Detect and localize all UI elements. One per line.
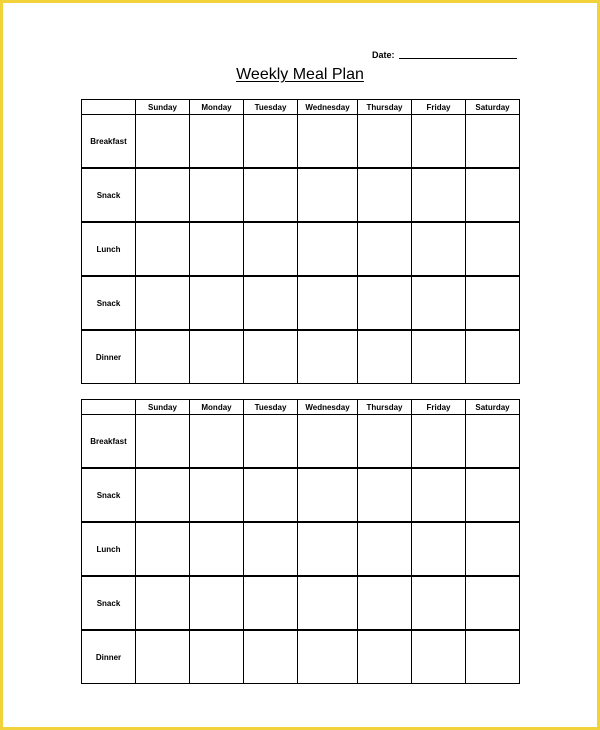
meal-label: Lunch [82,522,136,576]
meal-cell[interactable] [136,115,190,169]
meal-cell[interactable] [298,468,358,522]
day-header: Tuesday [244,100,298,115]
meal-cell[interactable] [466,222,520,276]
meal-cell[interactable] [412,576,466,630]
meal-cell[interactable] [190,576,244,630]
meal-cell[interactable] [358,115,412,169]
meal-cell[interactable] [412,222,466,276]
day-header: Thursday [358,100,412,115]
page-title-text: Weekly Meal Plan [236,66,364,83]
meal-cell[interactable] [412,168,466,222]
meal-cell[interactable] [466,276,520,330]
corner-cell [82,400,136,415]
table-header-row [82,400,520,415]
meal-cell[interactable] [190,468,244,522]
meal-cell[interactable] [298,115,358,169]
meal-cell[interactable] [298,276,358,330]
meal-cell[interactable] [358,330,412,384]
day-header: Wednesday [298,100,358,115]
meal-label: Snack [82,576,136,630]
table-header-row [82,100,520,115]
day-header: Monday [190,100,244,115]
date-blank-line [399,50,517,59]
meal-cell[interactable] [298,330,358,384]
meal-label: Dinner [82,330,136,384]
table-row [82,276,520,330]
date-label: Date: [372,50,395,60]
meal-cell[interactable] [298,522,358,576]
meal-cell[interactable] [358,522,412,576]
meal-label: Breakfast [82,115,136,169]
meal-label: Breakfast [82,415,136,469]
meal-cell[interactable] [298,222,358,276]
meal-cell[interactable] [136,468,190,522]
meal-cell[interactable] [298,630,358,684]
meal-cell[interactable] [136,222,190,276]
meal-cell[interactable] [412,630,466,684]
meal-cell[interactable] [298,168,358,222]
day-header: Saturday [466,100,520,115]
meal-cell[interactable] [358,222,412,276]
meal-plan-table-week-2 [81,399,520,684]
meal-cell[interactable] [244,468,298,522]
table-row [82,330,520,384]
meal-cell[interactable] [466,168,520,222]
page-title [0,66,600,84]
table-row [82,415,520,469]
meal-cell[interactable] [358,576,412,630]
meal-cell[interactable] [136,522,190,576]
meal-cell[interactable] [190,168,244,222]
meal-cell[interactable] [358,630,412,684]
meal-cell[interactable] [412,115,466,169]
meal-cell[interactable] [466,415,520,469]
meal-cell[interactable] [136,415,190,469]
table-row [82,115,520,169]
table-row [82,630,520,684]
meal-cell[interactable] [412,276,466,330]
corner-cell [82,100,136,115]
meal-cell[interactable] [136,168,190,222]
table-row [82,168,520,222]
meal-cell[interactable] [136,330,190,384]
meal-label: Snack [82,276,136,330]
day-header: Sunday [136,100,190,115]
meal-cell[interactable] [136,276,190,330]
meal-cell[interactable] [190,222,244,276]
meal-cell[interactable] [298,415,358,469]
meal-cell[interactable] [244,576,298,630]
meal-cell[interactable] [412,415,466,469]
meal-cell[interactable] [244,415,298,469]
meal-cell[interactable] [136,630,190,684]
meal-cell[interactable] [466,468,520,522]
day-header: Friday [412,100,466,115]
meal-cell[interactable] [412,330,466,384]
meal-cell[interactable] [190,330,244,384]
day-header: Tuesday [244,400,298,415]
meal-cell[interactable] [298,576,358,630]
meal-cell[interactable] [190,522,244,576]
meal-label: Snack [82,168,136,222]
meal-cell[interactable] [412,468,466,522]
meal-cell[interactable] [358,415,412,469]
meal-cell[interactable] [190,276,244,330]
meal-label: Dinner [82,630,136,684]
meal-cell[interactable] [244,276,298,330]
day-header: Saturday [466,400,520,415]
table-row [82,576,520,630]
day-header: Friday [412,400,466,415]
meal-cell[interactable] [244,115,298,169]
table-row [82,468,520,522]
meal-label: Lunch [82,222,136,276]
meal-label: Snack [82,468,136,522]
meal-cell[interactable] [466,522,520,576]
meal-cell[interactable] [244,222,298,276]
meal-cell[interactable] [190,415,244,469]
meal-cell[interactable] [466,115,520,169]
table-row [82,522,520,576]
day-header: Thursday [358,400,412,415]
date-field [372,50,517,60]
meal-cell[interactable] [412,522,466,576]
meal-cell[interactable] [244,630,298,684]
meal-plan-table-week-1 [81,99,520,384]
meal-cell[interactable] [136,576,190,630]
meal-cell[interactable] [358,168,412,222]
meal-cell[interactable] [244,168,298,222]
meal-cell[interactable] [358,276,412,330]
meal-cell[interactable] [244,330,298,384]
meal-cell[interactable] [190,630,244,684]
meal-cell[interactable] [244,522,298,576]
meal-cell[interactable] [466,576,520,630]
meal-cell[interactable] [466,330,520,384]
meal-cell[interactable] [466,630,520,684]
day-header: Monday [190,400,244,415]
meal-cell[interactable] [358,468,412,522]
table-row [82,222,520,276]
meal-cell[interactable] [190,115,244,169]
day-header: Sunday [136,400,190,415]
day-header: Wednesday [298,400,358,415]
